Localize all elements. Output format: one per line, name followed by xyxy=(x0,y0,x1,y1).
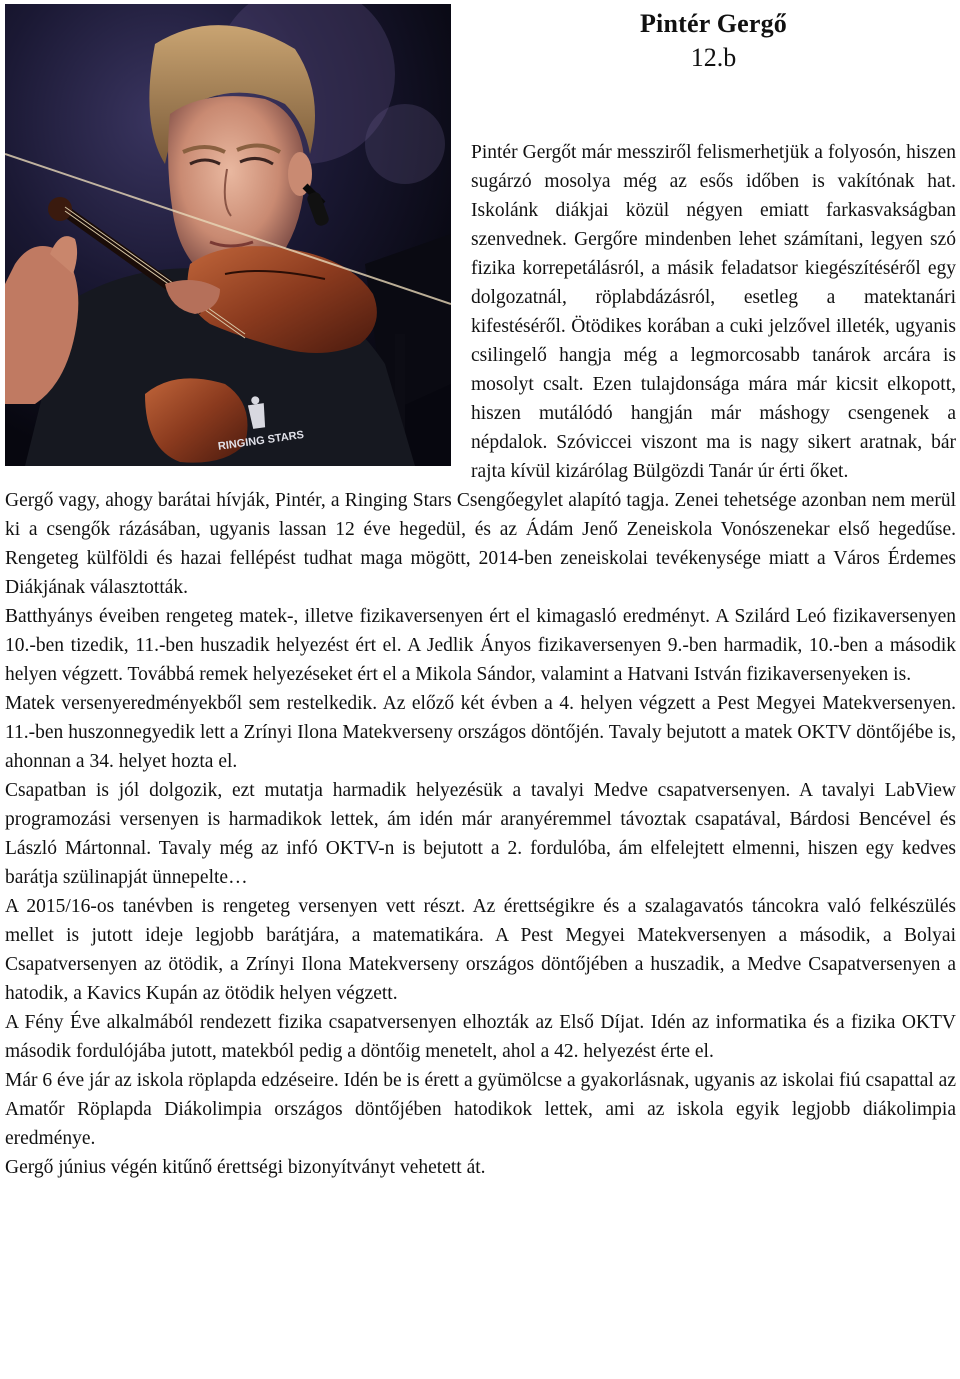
paragraph-team: Csapatban is jól dolgozik, ezt mutatja harmadik helyezésük a tavalyi Medve csapatversenyen. A tavalyi LabView programozási versenyen is harmadikok lettek, ám idén már aranyéremmel távoztak csapatával, Bárdosi Bencével és László Mártonnal. Tavaly még az infó OKTV-n is bejutott a 2. fordulóba, ám elfelejtett elmenni, hiszen egy kedves barátja szülinapját ünnepelte… xyxy=(5,780,956,888)
paragraph-physics: Batthyánys éveiben rengeteg matek-, illetve fizikaversenyen ért el kimagasló eredményt. A Szilárd Leó fizikaversenyen 10.-ben tizedik, 11.-ben huszadik helyezést ért el. A Jedlik Ányos fizikaversenyen 9.-ben harmadik, 10.-ben a második helyen végzett. Továbbá remek helyezéseket ért el a Mikola Sándor, valamint a Hatvani István fizikaversenyeken is. xyxy=(5,606,956,685)
violinist-photo xyxy=(5,4,451,466)
paragraph-volleyball: Már 6 éve jár az iskola röplapda edzéseire. Idén be is érett a gyümölcse a gyakorlásnak, ugyanis az iskolai fiú csapattal az Amatőr Röplapda Diákolimpia országos döntőjében hatodikok lettek, ami az iskola egyik legjobb diákolimpia eredménye. xyxy=(5,1070,956,1149)
shirt-logo-text: RINGING STARS xyxy=(217,428,305,453)
title-block xyxy=(471,4,956,138)
student-class: 12.b xyxy=(690,43,737,72)
paragraph-math: Matek versenyeredményekből sem restelkedik. Az előző két évben a 4. helyen végzett a Pest Megyei Matekversenyen. 11.-ben huszonnegyedik lett a Zrínyi Ilona Matekverseny országos döntőjén. Tavaly bejutott a matek OKTV döntőjébe is, ahonnan a 34. helyet hozta el. xyxy=(5,693,956,772)
violinist-illustration xyxy=(5,4,451,466)
paragraph-graduation: Gergő június végén kitűnő érettségi bizonyítványt vehetett át. xyxy=(5,1157,486,1178)
paragraph-2015-16: A 2015/16-os tanévben is rengeteg versenyen vett részt. Az érettségikre és a szalagavatós táncokra való felkészülés mellet is jutott ideje legjobb barátjára, a matematikára. A Pest Megyei Matekversenyen a második, a Bolyai Csapatversenyen az ötödik, a Zrínyi Ilona Matekverseny országos döntőjében a huszadik, a Medve Csapatversenyen a hatodik, a Kavics Kupán az ötödik helyen végzett. xyxy=(5,896,956,1004)
document-page xyxy=(5,4,956,1182)
paragraph-intro: Pintér Gergőt már messziről felismerhetjük a folyosón, hiszen sugárzó mosolya még az esős időben is vakítónak hat. Iskolánk diákjai közül négyen emiatt farkasvakságban szenvednek. Gergőre mindenben lehet számítani, legyen szó fizika korrepetálásról, a másik feladatsor kiegészítéséről egy dolgozatnál, röplabdázásról, esetleg a matektanári kifestéséről. Ötödikes korában a cuki jelzővel illeték, ugyanis csilingelő hangja még a legmorcosabb tanárok arcára is mosolyt csalt. Ezen tulajdonsága mára már kicsit elkopott, hiszen mutálódó hangján már máshogy csengenek a népdalok. Szóviccei viszont ma is nagy sikert aratnak, bár rajta kívül kizárólag Bülgözdi Tanár úr érti őket. xyxy=(471,142,956,482)
student-name: Pintér Gergő xyxy=(639,9,788,38)
paragraph-feny-eve: A Fény Éve alkalmából rendezett fizika csapatversenyen elhozták az Első Díjat. Idén az informatika és a fizika OKTV második fordulójába jutott, matekból pedig a döntőig menetelt, ahol a 42. helyezést érte el. xyxy=(5,1012,956,1062)
paragraph-music: Gergő vagy, ahogy barátai hívják, Pintér, a Ringing Stars Csengőegylet alapító tagja. Zenei tehetsége azonban nem merül ki a csengők rázásában, ugyanis lassan 12 éve hegedül, és az Ádám Jenő Zeneiskola Vonószenekar első hegedűse. Rengeteg külföldi és hazai fellépést tudhat maga mögött, 2014-ben zeneiskolai tevékenysége miatt a Város Érdemes Diákjának választották. xyxy=(5,490,956,598)
